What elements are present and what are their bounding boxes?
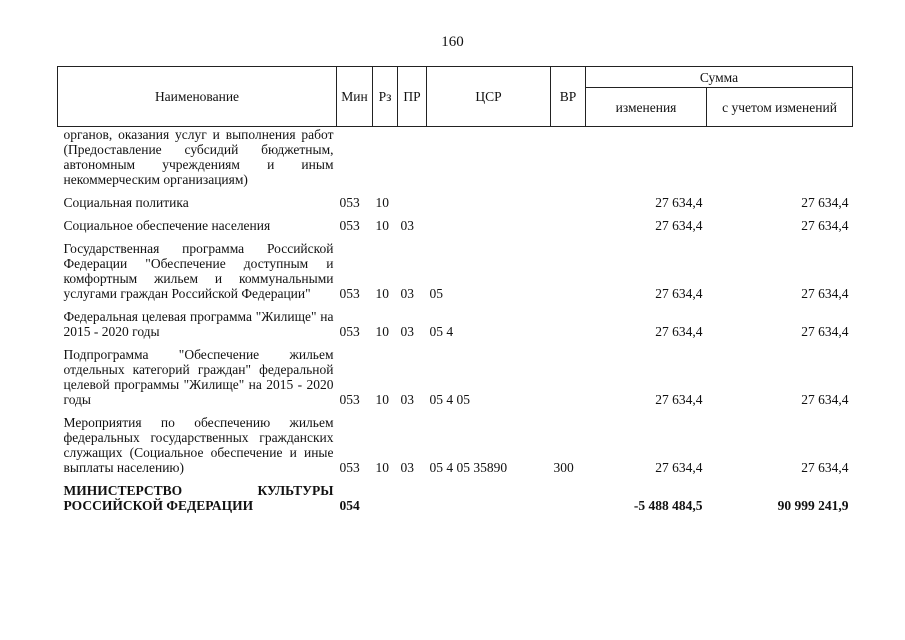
row-pr: 03	[400, 392, 414, 407]
row-min: 053	[339, 324, 360, 339]
row-rz: 10	[375, 392, 389, 407]
row-csr: 05 4 05 35890	[429, 460, 508, 475]
row-spacer	[58, 233, 853, 241]
table-row	[58, 241, 853, 301]
row-spacer-cell	[58, 187, 853, 195]
row-total: 27 634,4	[801, 324, 849, 339]
table-row	[58, 195, 853, 210]
row-change: 27 634,4	[655, 195, 703, 210]
row-min: 053	[339, 218, 360, 233]
row-change: 27 634,4	[655, 218, 703, 233]
row-rz: 10	[375, 195, 389, 210]
header-change: изменения	[586, 88, 707, 127]
table-row	[58, 415, 853, 475]
row-csr	[427, 127, 551, 188]
row-min: 053	[339, 286, 360, 301]
row-change: 27 634,4	[655, 286, 703, 301]
row-name: органов, оказания услуг и выполнения работ (Предоставление субсидий бюджетным, автономным учреждениям и иным некоммерческим организациям)	[63, 127, 334, 187]
row-spacer-cell	[58, 339, 853, 347]
row-spacer-cell	[58, 475, 853, 483]
table-body	[58, 127, 853, 514]
row-min: 053	[339, 195, 360, 210]
row-total: 27 634,4	[801, 392, 849, 407]
row-vr	[551, 127, 586, 188]
row-spacer	[58, 210, 853, 218]
row-vr	[551, 195, 586, 210]
row-name: Федеральная целевая программа "Жилище" на 2015 - 2020 годы	[63, 309, 334, 339]
row-rz	[373, 483, 398, 513]
row-csr	[427, 195, 551, 210]
header-min: Мин	[337, 67, 373, 127]
row-min	[337, 127, 373, 188]
row-vr: 300	[553, 460, 574, 475]
row-csr: 05	[429, 286, 443, 301]
table-row	[58, 483, 853, 513]
row-rz: 10	[375, 286, 389, 301]
row-pr: 03	[400, 286, 414, 301]
row-spacer-cell	[58, 407, 853, 415]
row-name: Государственная программа Российской Федерации "Обеспечение доступным и комфортным жильем и коммунальными услугами граждан Российской Федерации"	[63, 241, 334, 301]
header-vr: ВР	[551, 67, 586, 127]
row-min: 054	[339, 498, 360, 513]
row-spacer-cell	[58, 210, 853, 218]
row-vr	[551, 241, 586, 301]
row-csr	[427, 218, 551, 233]
table-row	[58, 347, 853, 407]
header-rz: Рз	[373, 67, 398, 127]
row-vr	[551, 483, 586, 513]
row-spacer	[58, 187, 853, 195]
row-pr: 03	[400, 460, 414, 475]
row-change	[586, 127, 707, 188]
header-csr: ЦСР	[427, 67, 551, 127]
header-pr: ПР	[398, 67, 427, 127]
page-number: 160	[441, 34, 464, 50]
row-spacer-cell	[58, 301, 853, 309]
row-total: 27 634,4	[801, 195, 849, 210]
row-pr	[398, 195, 427, 210]
row-rz	[373, 127, 398, 188]
row-name: Подпрограмма "Обеспечение жильем отдельных категорий граждан" федеральной целевой программы "Жилище" на 2015 - 2020 годы	[63, 347, 334, 407]
row-spacer	[58, 475, 853, 483]
table-row	[58, 309, 853, 339]
row-spacer	[58, 301, 853, 309]
budget-table	[57, 66, 853, 513]
row-rz: 10	[375, 218, 389, 233]
row-vr	[551, 347, 586, 407]
row-rz: 10	[375, 324, 389, 339]
row-pr	[398, 127, 427, 188]
row-total: 27 634,4	[801, 460, 849, 475]
row-total: 27 634,4	[801, 286, 849, 301]
row-total: 27 634,4	[801, 218, 849, 233]
header-with-changes: с учетом изменений	[707, 88, 853, 127]
row-change: 27 634,4	[655, 324, 703, 339]
row-vr	[551, 218, 586, 233]
row-spacer	[58, 339, 853, 347]
row-pr: 03	[400, 324, 414, 339]
row-csr: 05 4	[429, 324, 454, 339]
row-spacer-cell	[58, 233, 853, 241]
row-vr	[551, 309, 586, 339]
row-change: 27 634,4	[655, 392, 703, 407]
row-pr: 03	[400, 218, 414, 233]
row-change: 27 634,4	[655, 460, 703, 475]
row-min: 053	[339, 460, 360, 475]
header-name: Наименование	[58, 67, 337, 127]
row-csr	[427, 483, 551, 513]
table-row	[58, 127, 853, 188]
row-change: -5 488 484,5	[633, 498, 703, 513]
row-min: 053	[339, 392, 360, 407]
row-csr: 05 4 05	[429, 392, 470, 407]
row-pr	[398, 483, 427, 513]
row-total: 90 999 241,9	[777, 498, 849, 513]
row-spacer	[58, 407, 853, 415]
row-name: Мероприятия по обеспечению жильем федеральных государственных гражданских служащих (Социальное обеспечение и иные выплаты населению)	[63, 415, 334, 475]
table-row	[58, 218, 853, 233]
row-name: Социальная политика	[63, 195, 189, 210]
row-name: Социальное обеспечение населения	[63, 218, 271, 233]
row-name: МИНИСТЕРСТВО КУЛЬТУРЫ РОССИЙСКОЙ ФЕДЕРАЦИИ	[63, 483, 334, 513]
header-sum: Сумма	[586, 67, 853, 88]
row-rz: 10	[375, 460, 389, 475]
row-total	[707, 127, 853, 188]
